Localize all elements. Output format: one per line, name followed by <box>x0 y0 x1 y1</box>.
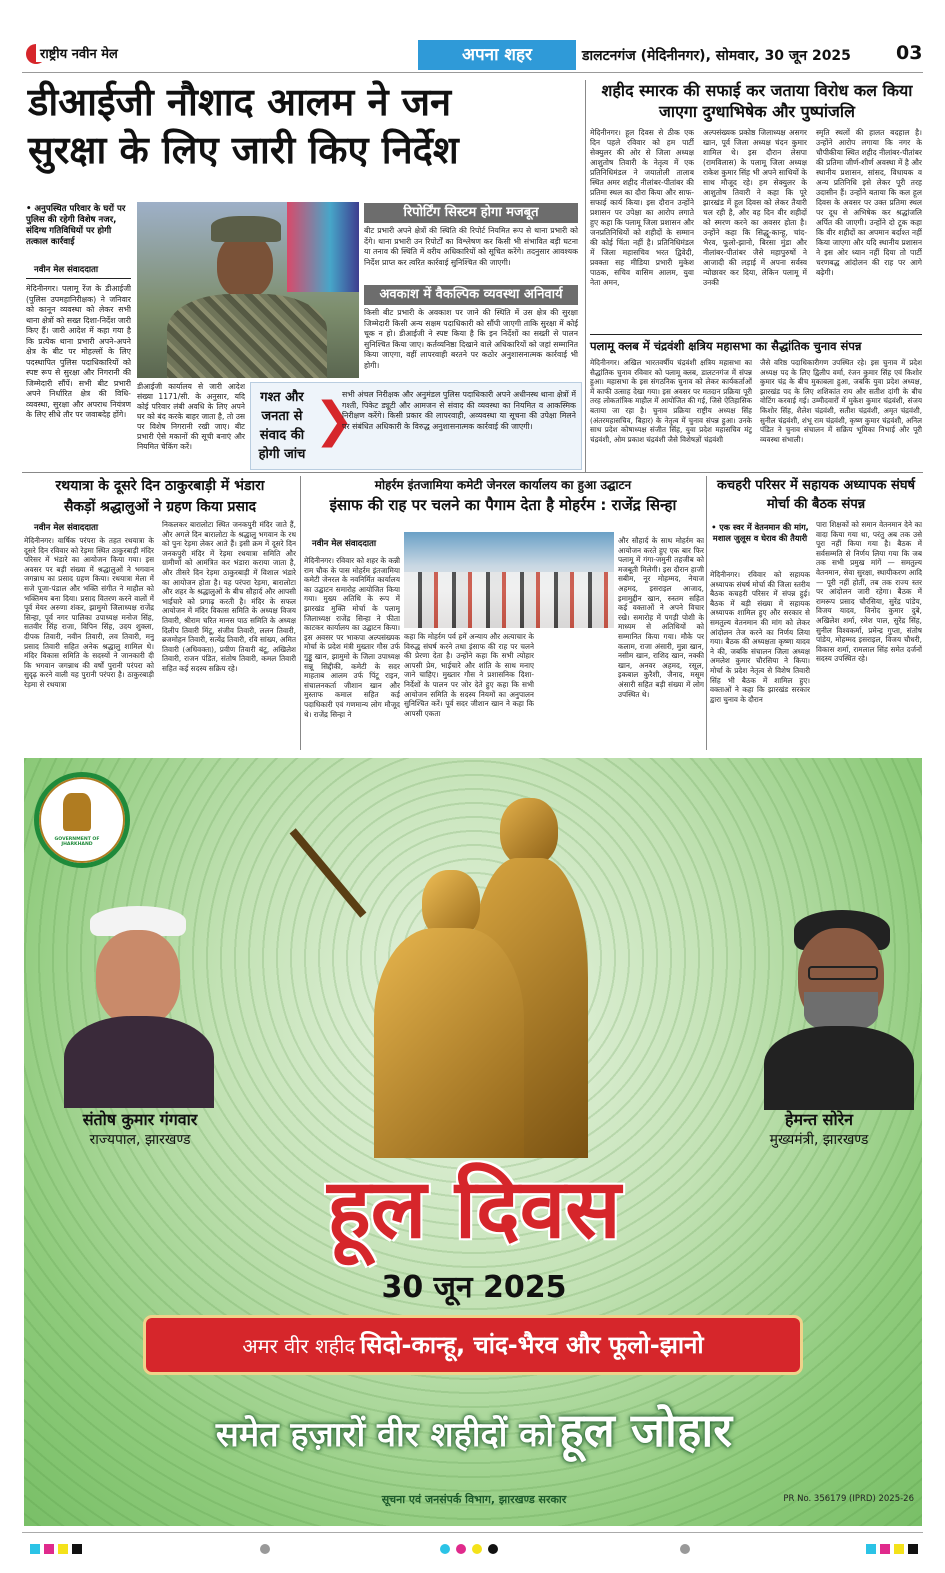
reg-dot-grey <box>260 1544 270 1554</box>
dateline: डालटनगंज (मेदिनीनगर), सोमवार, 30 जून 2025 <box>582 48 851 64</box>
kachahri-col1: मेदिनीनगर। रविवार को सहायक अध्यापक संघर्ष मोर्चा की जिला स्तरीय बैठक कचहरी परिसर में संपन्न हुई। बैठक में बड़ी संख्या में सहायक अध्यापक शामिल हुए और सरकार से समतुल्य वेतनमान की मांग को लेकर आंदोलन तेज करने का निर्णय लिया गया। बैठक की अध्यक्षता कृष्णा यादव ने की, जबकि संचालन जिला अध्यक्ष अमलेश कुमार चौरसिया ने किया। मोर्चा के प्रदेश नेतृत्व से विशेष तिवारी सिंह भी बैठक में शामिल हुए। वक्ताओं ने कहा कि झारखंड सरकार द्वारा चुनाव के दौरान <box>710 570 810 704</box>
masthead <box>22 40 923 70</box>
reg-dot-yellow <box>472 1544 482 1554</box>
governor-portrait <box>64 906 214 1106</box>
hul-diwas-ad <box>24 758 922 1526</box>
muharram-kicker: मोहर्रम इंतजामिया कमेटी जेनरल कार्यालय का हुआ उद्घाटन <box>374 478 632 492</box>
memorial-headline: शहीद स्मारक की सफाई कर जताया विरोध कल किया जाएगा दुग्धाभिषेक और पुष्पांजलि <box>601 81 913 121</box>
reg-dot-magenta <box>456 1544 466 1554</box>
masthead-rule <box>22 72 923 73</box>
cm-glasses <box>808 966 878 980</box>
officer-cap <box>211 216 281 242</box>
column-divider-2 <box>706 476 707 750</box>
ad-pr-number: PR No. 356179 (IPRD) 2025-26 <box>783 1494 914 1504</box>
reg-square-magenta-2 <box>880 1544 890 1554</box>
jharkhand-seal-icon <box>34 772 130 868</box>
kachahri-deck: • एक स्वर में वेतनमान की मांग, मशाल जुलूस व घेराव की तैयारी <box>711 522 809 543</box>
lead-headline-line2: सुरक्षा के लिए जारी किए निर्देश <box>28 128 459 172</box>
muharram-col1: मेदिनीनगर। रविवार को शहर के कन्नी राम चौक के पास मोहर्रम इंतजामिया कमेटी जेनरल के नवनिर्मित कार्यालय का उद्घाटन समारोह आयोजित किया गया। मुख्य अतिथि के रूप में झारखंड मुक्ति मोर्चा के पलामू जिलाध्यक्ष राजेंद्र सिन्हा ने फीता काटकर कार्यालय का उद्घाटन किया। इस अवसर पर भाकपा अल्पसंख्यक मोर्चा के प्रदेश मंत्री मुख्तार गौस उर्फ गुड्डू खान, झामुमो के जिला उपाध्यक्ष सन्नू सिद्दीकी, कमेटी के सदर माहताब आलम उर्फ पिंटू राइन, संचालनकर्ता जीशान खान और मुस्ताफ कमाल सहित कई पदाधिकारी एवं गणमान्य लोग मौजूद थे। राजेंद्र सिन्हा ने <box>304 556 400 719</box>
rathyatra-headline <box>24 476 296 518</box>
rathyatra-headline-line2: सैकड़ों श्रद्धालुओं ने ग्रहण किया प्रसाद <box>63 499 257 515</box>
reg-dot-grey-2 <box>680 1544 690 1554</box>
reg-dot-black <box>488 1544 498 1554</box>
rathyatra-col1: मेदिनीनगर। वार्षिक परंपरा के तहत रथयात्रा के दूसरे दिन रविवार को रेड़मा स्थित ठाकुरबाड़ी मंदिर परिसर में भंडारे का आयोजन किया गया। इस अवसर पर बड़ी संख्या में श्रद्धालुओं ने भगवान जगन्नाथ का प्रसाद ग्रहण किया। रथयात्रा मेला में सजे पूजा-पंडाल और भक्ति संगीत ने माहौल को भक्तिमय बना दिया। प्रसाद वितरण करने वालों में पूर्व मेयर अरुणा शंकर, झामुमो जिलाध्यक्ष राजेंद्र सिन्हा, पूर्व नगर पालिका उपाध्यक्ष मनोज सिंह, सतवीर सिंह राजा, विपिन सिंह, उदय शुक्ला, दीपक तिवारी, नवीन तिवारी, लव तिवारी, मनु प्रसाद तिवारी सहित अनेक श्रद्धालु शामिल थे। मंदिर विकास समिति के सदस्यों ने जानकारी दी कि भगवान जगन्नाथ की वर्षों पुरानी परंपरा को सुदृढ़ करने वाली यह पुरानी परंपरा है। ठाकुरबाड़ी रेड़मा से रथयात्रा <box>24 536 154 689</box>
callout-text: सभी अंचल निरीक्षक और अनुमंडल पुलिस पदाधिकारी अपने अधीनस्थ थाना क्षेत्रों में गश्ती, पिकेट ड्यूटी और आमजन से संवाद की व्यवस्था का नियमित व आकस्मिक निरीक्षण करेंगे। किसी प्रकार की लापरवाही, अव्यवस्था या सूचना की उपेक्षा मिलने पर संबंधित अधिकारी के विरुद्ध अनुशासनात्मक कार्रवाई की जाएगी। <box>342 390 576 431</box>
subhead-leave: अवकाश में वैकल्पिक व्यवस्था अनिवार्य <box>364 285 578 305</box>
subhead-reporting: रिपोर्टिंग सिस्टम होगा मजबूत <box>364 203 578 223</box>
lead-body-below-photo: डीआईजी कार्यालय से जारी आदेश संख्या 1171/सी. के अनुसार, यदि कोई परिवार लंबी अवधि के लिए अपने घर को बंद करके बाहर जाता है, तो उस पर विशेष निगरानी रखी जाए। बीट प्रभारी ऐसे मकानों की सूची बनाएं और नियमित चेकिंग करें। <box>137 382 245 451</box>
muharram-col3: और सौहार्द के साथ मोहर्रम का आयोजन करते हुए एक बार फिर पलामू में गंगा-जमुनी तहजीब को मजबूती मिलेगी। इस दौरान हाजी सबीम, नूर मोहम्मद, नेयाज अहमद, इसराइल आजाद, इमामुद्दीन खान, रुस्तम सहित कई वक्ताओं ने अपने विचार रखे। समारोह में पगड़ी पोशी के माध्यम से अतिथियों को सम्मानित किया गया। मौके पर कलाम, राजा अंसारी, मुन्ना खान, नसीम खान, राशिद खान, नक्की खान, अनवर अहमद, रसूल, इकबाल कुरैशी, जैनाद, मसूम अंसारी सहित बड़ी संख्या में लोग उपस्थित थे। <box>618 536 704 699</box>
lead-deck: • अनुपस्थित परिवार के घरों पर पुलिस की रहेगी विशेष नजर, संदिग्ध गतिविधियों पर होगी तत्काल कार्रवाई <box>26 204 126 247</box>
cm-portrait <box>764 908 914 1108</box>
governor-face <box>96 930 180 1026</box>
page-number: 03 <box>896 42 923 64</box>
dig-photo <box>137 202 359 378</box>
ad-banner-text <box>146 1318 800 1375</box>
ad-tagline-main: हूल जोहार <box>559 1403 733 1457</box>
officer-uniform <box>167 294 327 378</box>
memorial-col1: मेदिनीनगर। हूल दिवस से ठीक एक दिन पहले रविवार को हम पार्टी सेक्युलर की ओर से जिला अध्यक्ष आशुतोष तिवारी के नेतृत्व में एक प्रतिनिधिमंडल ने जयातोली तालाब स्थित अमर शहीद नीलांबर-पीतांबर की प्रतिमा स्थल का दौरा किया और साफ-सफाई कार्य किया। इस दौरान उन्होंने प्रशासन पर उपेक्षा का आरोप लगाते हुए कहा कि पलामू जिला प्रशासन और जनप्रतिनिधियों को शहीदों के सम्मान की कोई चिंता नहीं है। प्रतिनिधिमंडल में जिला महासचिव भरत द्विवेदी, प्रवक्ता सह मीडिया प्रभारी मुकेश पाठक, सचिव वासिम आलम, युवा नेता अमन, <box>590 128 694 287</box>
reg-square-cyan <box>30 1544 40 1554</box>
column-divider-right <box>585 80 586 472</box>
chevron-right-icon: ❯ <box>314 392 355 448</box>
statue-body-front <box>374 928 524 1158</box>
section-tab <box>418 40 576 70</box>
flag-shape <box>287 202 359 292</box>
reg-square-cyan-2 <box>866 1544 876 1554</box>
crowd-shape <box>404 572 614 628</box>
kachahri-col2: पारा शिक्षकों को समान वेतनमान देने का वादा किया गया था, परंतु अब तक उसे पूरा नहीं किया गया है। बैठक में सर्वसम्मति से निर्णय लिया गया कि जब तक सभी प्रमुख मांगें — समतुल्य वेतनमान, सेवा सुरक्षा, स्थायीकरण आदि — पूरी नहीं होतीं, तब तक राज्य स्तर पर आंदोलन जारी रहेगा। बैठक में रामरूप प्रसाद चौरसिया, सुरेंद्र पांडेय, विजय यादव, विनोद कुमार दुबे, अखिलेश शर्मा, रमेश पाल, सुरेंद्र सिंह, सुनील विश्वकर्मा, प्रमेन्द्र गुप्ता, संतोष पांडेय, मोहम्मद इसराइल, विजय चौधरी, विकास शर्मा, रामलाल सिंह समेत दर्जनों सदस्य उपस्थित रहे। <box>816 520 922 664</box>
muharram-byline: नवीन मेल संवाददाता <box>312 539 377 549</box>
reg-dot-cyan <box>440 1544 450 1554</box>
cm-body <box>764 1026 914 1110</box>
sub1-text: बीट प्रभारी अपने क्षेत्रों की स्थिति की रिपोर्ट नियमित रूप से थाना प्रभारी को देंगे। थाना प्रभारी उन रिपोर्टों का विश्लेषण कर किसी भी संभावित बड़ी घटना या तनाव की स्थिति में वरीय अधिकारियों को सूचित करेंगे। तदनुसार आवश्यक निर्देश प्राप्त कर त्वरित कार्रवाई सुनिश्चित की जाएगी। <box>364 226 578 267</box>
reg-square-black <box>72 1544 82 1554</box>
statue-image <box>304 778 624 1158</box>
cm-name: हेमन्त सोरेन <box>784 1110 854 1129</box>
kshatriya-headline: पलामू क्लब में चंद्रवंशी क्षत्रिय महासभा का सैद्धांतिक चुनाव संपन्न <box>590 339 862 353</box>
governor-title: राज्यपाल, झारखण्ड <box>89 1132 191 1148</box>
ad-red-banner <box>146 1318 800 1372</box>
kachahri-headline: कचहरी परिसर में सहायक अध्यापक संघर्ष मोर्चा की बैठक संपन्न <box>716 478 916 512</box>
paper-name: राष्ट्रीय नवीन मेल <box>36 44 122 62</box>
ad-date: 30 जून 2025 <box>381 1270 567 1305</box>
kshatriya-col1: मेदिनीनगर। अखिल भारतवर्षीय चंद्रवंशी क्षत्रिय महासभा का सैद्धांतिक चुनाव रविवार को पलामू क्लब, डालटनगंज में संपन्न हुआ। महासभा के इस संगठनिक चुनाव को लेकर कार्यकर्ताओं में काफी उत्साह देखा गया। इस अवसर पर मतदान प्रक्रिया पूरी तरह लोकतांत्रिक माहौल में आयोजित की गई, जिसे ऐतिहासिक बताया जा रहा है। चुनाव प्रक्रिया राष्ट्रीय अध्यक्ष सिंह (अंतरमहासचिव, बिहार) के नेतृत्व में चुनाव संपन्न हुआ। उनके साथ प्रदेश कोषाध्यक्ष संजीत सिंह, युवा प्रदेश महासचिव मंटू चंद्रवंशी, ओम प्रकाश चंद्रवंशी जैसे विशेषज्ञों चंद्रवंशी <box>590 358 752 444</box>
column-divider-1 <box>300 476 301 750</box>
lead-headline <box>28 78 588 174</box>
sub2-text: किसी बीट प्रभारी के अवकाश पर जाने की स्थिति में उस क्षेत्र की सुरक्षा जिम्मेदारी किसी अन्य सक्षम पदाधिकारी को सौंपी जाएगी ताकि सुरक्षा में कोई चूक न हो। डीआईजी ने स्पष्ट किया है कि इन निर्देशों का सख्ती से पालन सुनिश्चित किया जाए। कर्तव्यनिष्ठा दिखाने वाले अधिकारियों को जहां सम्मानित किया जाएगा, वहीं लापरवाही बरतने पर कठोर अनुशासनात्मक कार्रवाई भी होगी। <box>364 308 578 370</box>
ad-footer-credit: सूचना एवं जनसंपर्क विभाग, झारखण्ड सरकार <box>381 1493 567 1506</box>
statue-head-back <box>500 798 558 866</box>
cm-title: मुख्यमंत्री, झारखण्ड <box>769 1132 869 1148</box>
memorial-col3: स्मृति स्थलों की हालत बदहाल है। उन्होंने आरोप लगाया कि नगर के चौपीकीया स्थित शहीद नीलांबर-पीतांबर की प्रतिमा जीर्ण-शीर्ण अवस्था में है और स्थानीय प्रशासन, सांसद, विधायक व अन्य प्रतिनिधि इसे लेकर पूरी तरह उदासीन हैं। उन्होंने बताया कि कल हूल दिवस के अवसर पर उक्त प्रतिमा स्थल पर दूध से अभिषेक कर श्रद्धांजलि अर्पित की जाएगी। उन्होंने दो टूक कहा कि वीर शहीदों का अपमान बर्दाश्त नहीं किया जाएगा और यदि स्थानीय प्रशासन ने इस ओर ध्यान नहीं दिया तो पार्टी चरणबद्ध आंदोलन की राह पर आगे बढ़ेगी। <box>816 128 922 277</box>
lead-byline-rule <box>26 278 131 279</box>
kshatriya-col2: जैसे वरिष्ठ पदाधिकारीगण उपस्थित रहे। इस चुनाव में प्रदेश अध्यक्ष पद के लिए द्विलीप वर्मा, रंजन कुमार सिंह एवं किशोर कुमार चंद्र के बीच मुकाबला हुआ, जबकि युवा प्रदेश अध्यक्ष, झारखंड पद के लिए शशिकांत राय और सतीश दांगी के बीच वोटिंग करवाई गई। उम्मीदवारों में मुकेश कुमार चंद्रवंशी, संजय किशोर सिंह, शैलेश चंद्रवंशी, सतीश चंद्रवंशी, अमृत चंद्रवंशी, सुनील चंद्रवंशी, शंभू राम चंद्रवंशी, कृष्ण कुमार चंद्रवंशी, अनिल पंडित ने चुनाव संचालन में सक्रिय भूमिका निभाई और पूरी व्यवस्था संभाली। <box>760 358 922 444</box>
section-title: अपना शहर <box>462 45 532 65</box>
lead-byline: नवीन मेल संवाददाता <box>34 265 99 275</box>
callout-title: गश्त और जनता से संवाद की होगी जांच <box>258 390 306 462</box>
governor-name: संतोष कुमार गंगवार <box>82 1110 198 1129</box>
reg-square-black-2 <box>908 1544 918 1554</box>
reg-square-yellow-2 <box>894 1544 904 1554</box>
governor-body <box>64 1016 214 1108</box>
section-rule-mid <box>22 472 923 473</box>
muharram-col2: कहा कि मोहर्रम पर्व हमें अन्याय और अत्याचार के विरुद्ध संघर्ष करने तथा इंसाफ की राह पर चलने की प्रेरणा देता है। उन्होंने कहा कि सभी त्योहार आपसी प्रेम, भाईचारे और शांति के साथ मनाए जाने चाहिए। मुख्तार गौस ने प्रशासनिक दिशा-निर्देशों के पालन पर जोर देते हुए कहा कि सभी आयोजन समिति के सदस्य नियमों का अनुपालन सुनिश्चित करें। पूर्व सदर जीशान खान ने कहा कि आपसी एकता <box>404 632 534 718</box>
ad-banner-names: सिदो-कान्हू, चांद-भैरव और फूलो-झानो <box>360 1331 704 1359</box>
bottom-rule <box>22 1532 923 1533</box>
ad-tagline <box>84 1398 864 1460</box>
reg-square-yellow <box>58 1544 68 1554</box>
memorial-col2: अल्पसंख्यक प्रकोष्ठ जिलाध्यक्ष असगर खान, पूर्व जिला अध्यक्ष चंदन कुमार शामिल थे। इस दौरान लेसपा (रामविलास) के पलामू जिला अध्यक्ष राकेश कुमार सिंह भी अपने साथियों के साथ मौजूद रहे। हम सेक्युलर के आशुतोष तिवारी ने कहा कि पूरे झारखंड में हूल दिवस को लेकर तैयारी चल रही है, और वह दिन वीर शहीदों को स्मरण करने का अवसर होता है। उन्होंने कहा कि सिद्धू-कान्हू, चांद-भैरव, फूलो-झानो, बिरसा मुंडा और नीलांबर-पीतांबर जैसे महापुरुषों ने आजादी की लड़ाई में अपना सर्वस्व न्योछावर कर दिया, लेकिन पलामू में उनकी <box>703 128 807 287</box>
ad-main-title: हूल दिवस <box>327 1162 621 1257</box>
rathyatra-headline-line1: रथयात्रा के दूसरे दिन ठाकुरबाड़ी में भंडारा <box>55 478 265 494</box>
ad-banner-prefix: अमर वीर शहीद <box>242 1334 355 1358</box>
reg-square-magenta <box>44 1544 54 1554</box>
lead-headline-line1: डीआईजी नौशाद आलम ने जन <box>28 80 452 124</box>
lead-body-left: मेदिनीनगर। पलामू रेंज के डीआईजी (पुलिस उपमहानिरीक्षक) ने जनिवार को कानून व्यवस्था को लेकर सभी थाना क्षेत्रों को सख्त दिशा-निर्देश जारी किए हैं। जारी आदेश में कहा गया है कि प्रत्येक थाना प्रभारी अपने-अपने क्षेत्र के बीट पर मोहल्लों के लिए पदस्थापित पुलिस पदाधिकारियों को स्पष्ट रूप से सुरक्षा और निगरानी की जिम्मेदारी सौंपें। सभी बीट प्रभारी अपने निर्धारित क्षेत्र की विधि-व्यवस्था, सुरक्षा और अपराध नियंत्रण के लिए सीधे तौर पर जवाबदेह होंगे। <box>26 284 131 419</box>
seal-emblem <box>63 793 91 831</box>
muharram-headline: इंसाफ की राह पर चलने का पैगाम देता है मोहर्रम : राजेंद्र सिन्हा <box>329 496 677 514</box>
muharram-photo <box>404 532 614 628</box>
rathyatra-byline: नवीन मेल संवाददाता <box>34 523 99 533</box>
rathyatra-col2: निकलकर बारालोटा स्थित जनकपुरी मंदिर जाते हैं, और अगले दिन बारालोटा के श्रद्धालु भगवान के रथ को पुनः रेड़मा लेकर आते हैं। इसी क्रम में दूसरे दिन जनकपुरी मंदिर में रेड़मा रथयात्रा समिति और ग्रामीणों को आमंत्रित कर भंडारा कराया जाता है, और तीसरे दिन रेड़मा ठाकुरबाड़ी में विशाल भंडारे का आयोजन होता है। यह परंपरा रेड़मा, बारालोटा और शहर के श्रद्धालुओं के बीच सौहार्द और आपसी भाईचारे को प्रगाढ़ करती है। मंदिर के सफल आयोजन में मंदिर विकास समिति के अध्यक्ष विजय तिवारी, श्रीराम चरित मानस पाठ समिति के अध्यक्ष दिलीप तिवारी मिंटू, संजीव तिवारी, ललन तिवारी, ब्रजमोहन तिवारी, सत्येंद्र तिवारी, रवि सांख्य, अमित तिवारी (अधिवक्ता), प्रवीण तिवारी बंटू, अखिलेश तिवारी, राजन पंडित, संतोष तिवारी, कमल तिवारी सहित कई सदस्य सक्रिय रहे। <box>162 520 296 673</box>
memorial-bottom-rule <box>590 334 922 335</box>
seal-text: GOVERNMENT OF JHARKHAND <box>54 837 100 847</box>
officer-head <box>217 234 273 298</box>
ad-tagline-prefix: समेत हज़ारों वीर शहीदों को <box>215 1415 555 1455</box>
